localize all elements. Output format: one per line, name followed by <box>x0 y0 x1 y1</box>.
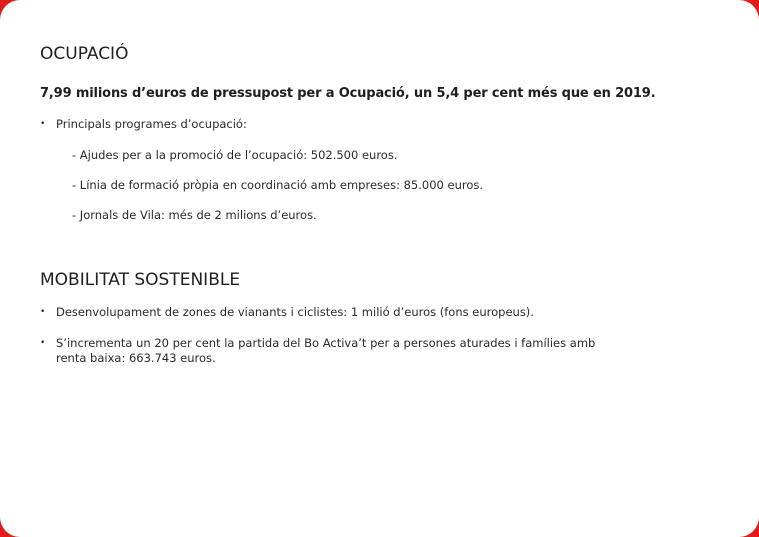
ocupacio-bullet-text: Principals programes d’ocupació: <box>56 117 247 131</box>
section-title-ocupacio: OCUPACIÓ <box>40 44 129 64</box>
bullet-dot-icon: • <box>40 119 46 129</box>
mobilitat-bullet-zones-text: Desenvolupament de zones de vianants i ciclistes: 1 milió d’euros (fons europeus). <box>56 305 534 319</box>
bullet-dot-icon: • <box>40 307 46 317</box>
ocupacio-lead: 7,99 milions d’euros de pressupost per a Ocupació, un 5,4 per cent més que en 2019. <box>40 86 656 101</box>
ocupacio-sub-item-jornals: - Jornals de Vila: més de 2 milions d’euros. <box>72 208 317 222</box>
ocupacio-sub-item-ajudes: - Ajudes per a la promoció de l’ocupació: 502.500 euros. <box>72 148 398 162</box>
mobilitat-bullet-bo-activat-text: S’incrementa un 20 per cent la partida del Bo Activa’t per a persones aturades i famílies amb renta baixa: 663.743 euros. <box>56 336 596 365</box>
ocupacio-sub-item-formacio: - Línia de formació pròpia en coordinació amb empreses: 85.000 euros. <box>72 178 484 192</box>
mobilitat-bullet-bo-activat <box>40 336 600 366</box>
section-title-mobilitat: MOBILITAT SOSTENIBLE <box>40 270 241 290</box>
mobilitat-bullet-zones <box>40 305 600 320</box>
bullet-dot-icon: • <box>40 338 46 348</box>
ocupacio-bullet <box>40 117 600 132</box>
